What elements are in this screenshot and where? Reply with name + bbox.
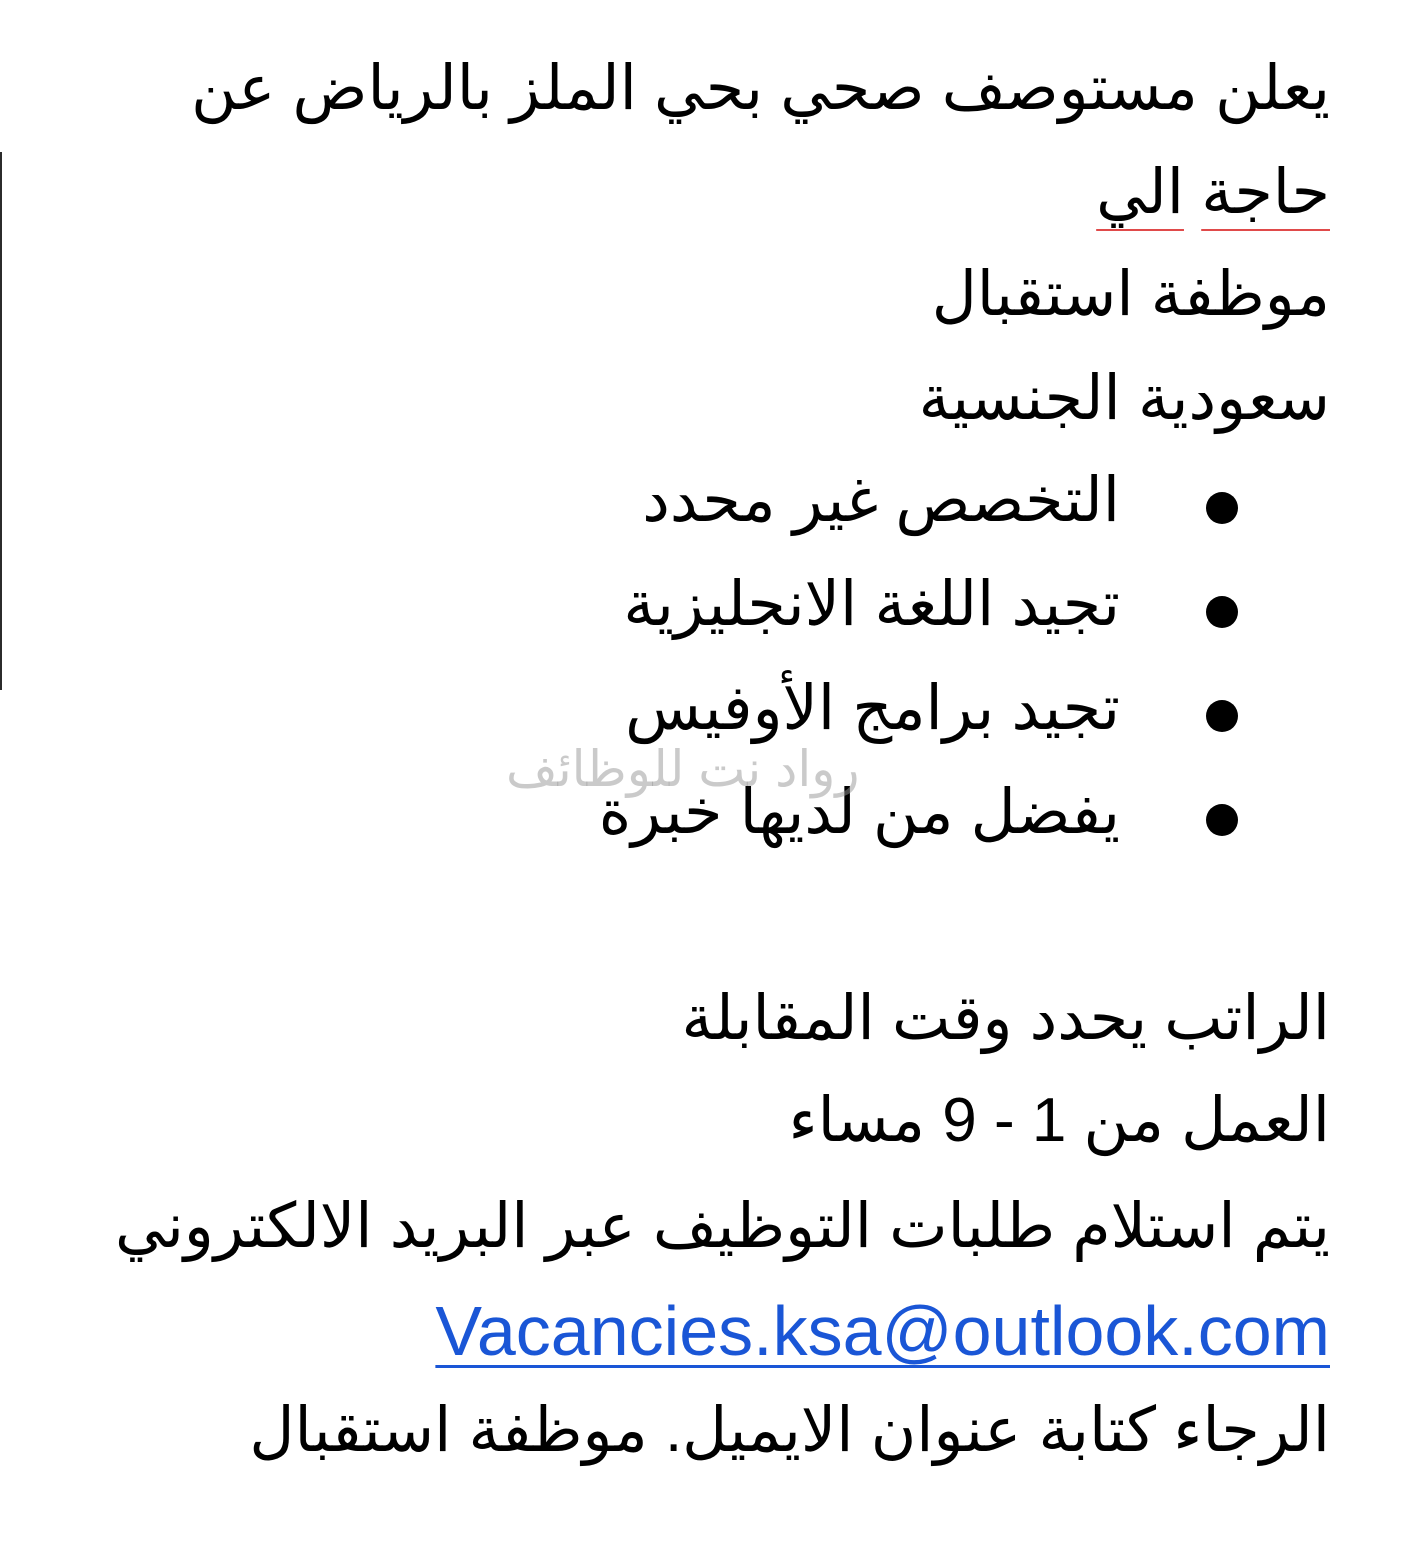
bullet-icon [1206, 492, 1238, 524]
requirement-text: التخصص غير محدد [642, 466, 1120, 535]
requirement-item [599, 570, 1330, 678]
announcement-heading-continued [1096, 158, 1330, 227]
requirement-item [598, 778, 1330, 886]
announcement-heading: يعلن مستوصف صحي بحي الملز بالرياض عن [191, 54, 1330, 123]
nationality-requirement: سعودية الجنسية [918, 364, 1330, 433]
application-instructions: يتم استلام طلبات التوظيف عبر البريد الالكتروني [114, 1192, 1330, 1261]
bullet-icon [1206, 700, 1238, 732]
job-title: موظفة استقبال [931, 260, 1330, 329]
misspelled-word: حاجة [1201, 158, 1330, 227]
site-watermark: رواد نت للوظائف [506, 741, 860, 797]
misspelled-word: الي [1096, 158, 1184, 227]
working-hours: العمل من 1 - 9 مساء [788, 1086, 1330, 1155]
bullet-icon [1206, 596, 1238, 628]
subject-line-note: الرجاء كتابة عنوان الايميل. موظفة استقبال [249, 1396, 1330, 1465]
bullet-icon [1206, 804, 1238, 836]
requirement-text: تجيد برامج الأوفيس [625, 674, 1120, 743]
requirement-text: تجيد اللغة الانجليزية [623, 570, 1120, 639]
requirements-list [598, 466, 1330, 886]
salary-info: الراتب يحدد وقت المقابلة [681, 984, 1330, 1053]
requirement-item [599, 466, 1330, 574]
email-link[interactable]: Vacancies.ksa@outlook.com [435, 1292, 1330, 1370]
requirement-text: يفضل من لديها خبرة [598, 778, 1120, 847]
